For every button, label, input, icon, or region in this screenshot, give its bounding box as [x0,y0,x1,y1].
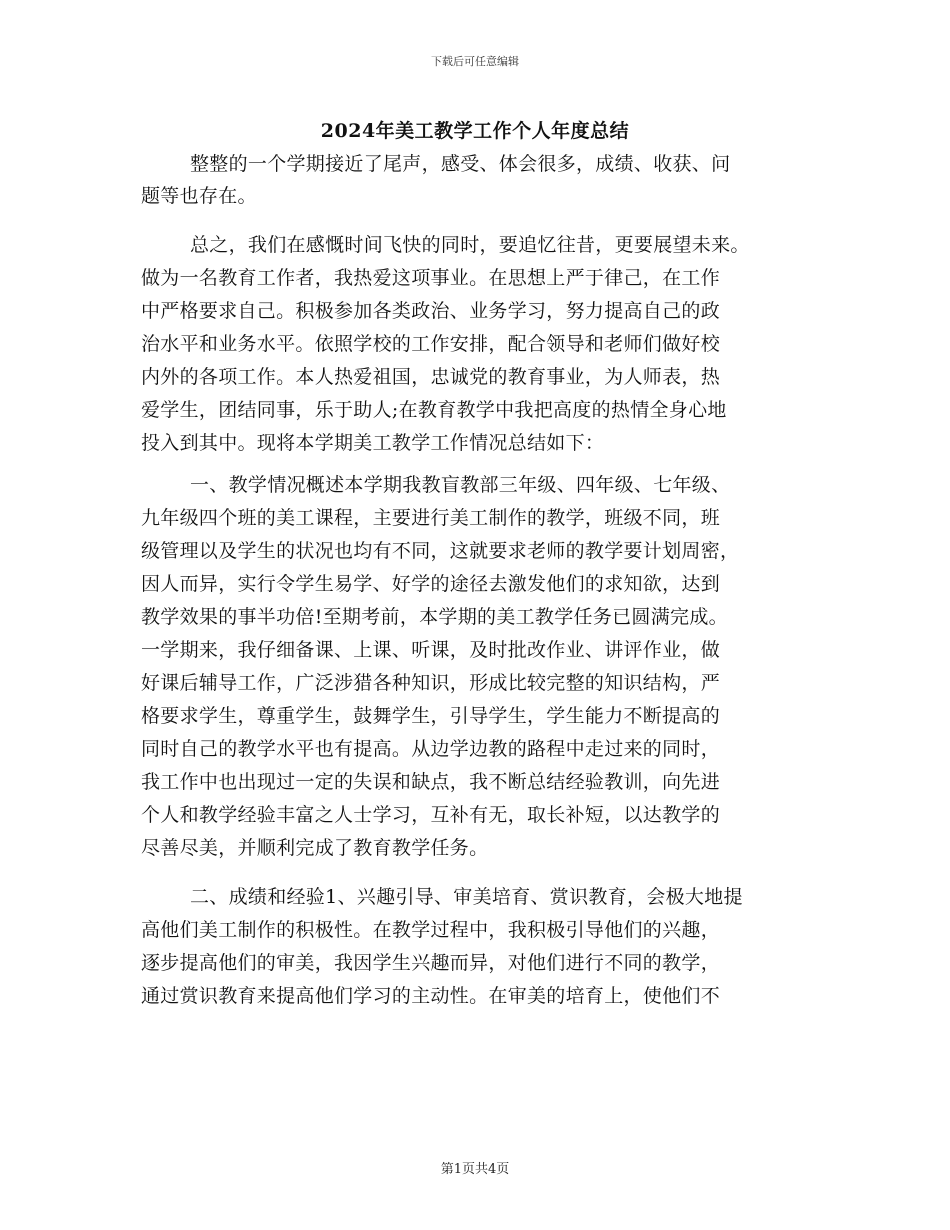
body-line: 格要求学生，尊重学生，鼓舞学生，引导学生，学生能力不断提高的 [141,705,721,727]
body-line: 中严格要求自己。积极参加各类政治、业务学习，努力提高自己的政 [141,300,721,322]
body-line: 尽善尽美，并顺利完成了教育教学任务。 [141,837,489,859]
body-line: 个人和教学经验丰富之人士学习，互补有无，取长补短，以达教学的 [141,804,721,826]
body-line: 整整的一个学期接近了尾声，感受、体会很多，成绩、收获、问 [190,153,731,175]
body-line: 级管理以及学生的状况也均有不同，这就要求老师的教学要计划周密， [141,540,740,562]
body-line: 做为一名教育工作者，我热爱这项事业。在思想上严于律己，在工作 [141,267,721,289]
body-line: 高他们美工制作的积极性。在教学过程中，我积极引导他们的兴趣， [141,919,721,941]
body-line: 投入到其中。现将本学期美工教学工作情况总结如下： [141,432,605,454]
body-line: 治水平和业务水平。依照学校的工作安排，配合领导和老师们做好校 [141,333,721,355]
body-line: 因人而异，实行令学生易学、好学的途径去激发他们的求知欲，达到 [141,573,721,595]
page-header-note: 下载后可任意编辑 [431,55,519,68]
document-title: 2024年美工教学工作个人年度总结 [320,120,630,142]
body-line: 好课后辅导工作，广泛涉猎各种知识，形成比较完整的知识结构，严 [141,672,721,694]
body-line: 内外的各项工作。本人热爱祖国，忠诚党的教育事业，为人师表，热 [141,366,721,388]
body-line: 我工作中也出现过一定的失误和缺点，我不断总结经验教训，向先进 [141,771,721,793]
body-line: 同时自己的教学水平也有提高。从边学边教的路程中走过来的同时， [141,738,721,760]
body-line: 总之，我们在感慨时间飞快的同时，要追忆往昔，更要展望未来。 [190,234,750,256]
body-line: 爱学生，团结同事，乐于助人;在教育教学中我把高度的热情全身心地 [141,399,727,421]
body-line: 通过赏识教育来提高他们学习的主动性。在审美的培育上，使他们不 [141,985,721,1007]
body-line: 逐步提高他们的审美，我因学生兴趣而异，对他们进行不同的教学， [141,952,721,974]
body-line: 九年级四个班的美工课程，主要进行美工制作的教学，班级不同，班 [141,507,721,529]
body-line: 二、成绩和经验1、兴趣引导、审美培育、赏识教育，会极大地提 [190,886,743,908]
body-line: 教学效果的事半功倍!至期考前，本学期的美工教学任务已圆满完成。 [141,606,728,628]
body-line: 一、教学情况概述本学期我教盲教部三年级、四年级、七年级、 [190,474,731,496]
page-number: 第1页共4页 [440,1162,510,1177]
body-line: 题等也存在。 [141,185,257,207]
body-line: 一学期来，我仔细备课、上课、听课，及时批改作业、讲评作业，做 [141,639,721,661]
